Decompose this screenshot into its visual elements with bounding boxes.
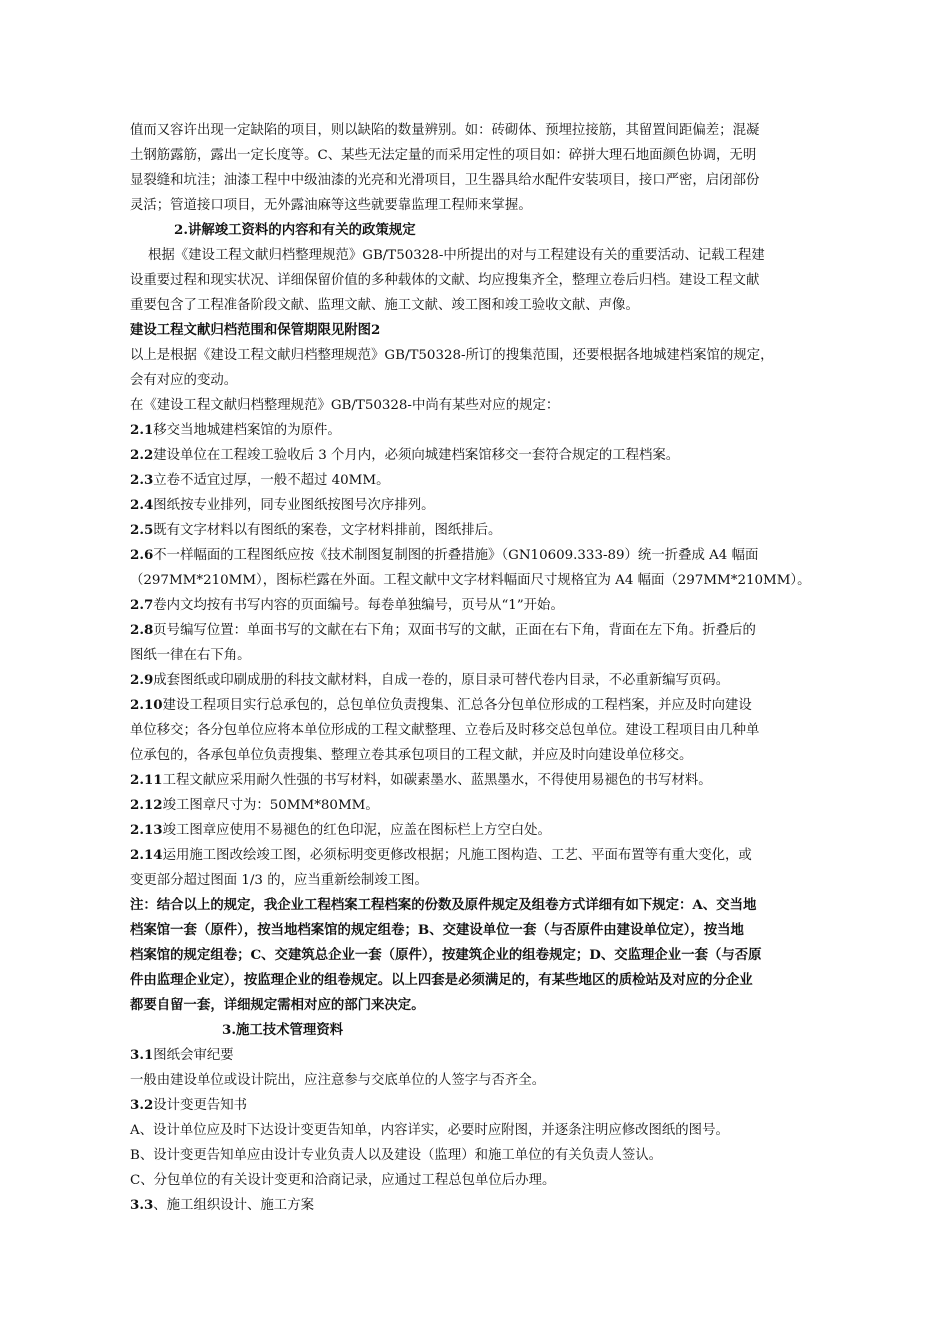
text-line: 显裂缝和坑洼；油漆工程中中级油漆的光亮和光滑项目，卫生器具给水配件安装项目，接口严密，启闭部份 <box>130 173 760 188</box>
rule-number: 2.10 <box>130 697 163 713</box>
rule-item <box>130 843 810 868</box>
text-line: 以上是根据《建设工程文献归档整理规范》GB/T50328-所订的搜集范围，还要根据各地城建档案馆的规定， <box>130 348 774 363</box>
section-heading-2: 2.讲解竣工资料的内容和有关的政策规定 <box>174 222 416 238</box>
text-line: 一般由建设单位或设计院出，应注意参与交底单位的人签字与否齐全。 <box>130 1073 546 1088</box>
rule-item <box>130 818 810 843</box>
rule-text: 竣工图章尺寸为：50MM*80MM。 <box>162 798 379 813</box>
rule-item <box>130 668 810 693</box>
rule-item-continuation <box>130 718 810 743</box>
rule-text: 既有文字材料以有图纸的案卷，文字材料排前，图纸排后。 <box>153 523 502 538</box>
text-line: 灵活；管道接口项目，无外露油麻等这些就要靠监理工程师来掌握。 <box>130 198 532 213</box>
rule-text: 建设工程项目实行总承包的，总包单位负责搜集、汇总各分包单位形成的工程档案，并应及时向建设 <box>162 698 752 713</box>
rule-item <box>130 493 810 518</box>
rule-text: 位承包的，各承包单位负责搜集、整理立卷其承包项目的工程文献，并应及时向建设单位移交。 <box>130 748 693 763</box>
paragraph-scope <box>130 343 810 418</box>
rule-number: 2.6 <box>130 547 154 563</box>
rule-item <box>130 618 810 643</box>
rule-item <box>130 543 810 568</box>
section-heading-3: 3.施工技术管理资料 <box>222 1022 344 1038</box>
rule-item-continuation <box>130 743 810 768</box>
subsection-number: 3.3 <box>130 1197 154 1213</box>
subsection-3-3 <box>130 1193 810 1218</box>
text-line: A、设计单位应及时下达设计变更告知单，内容详实，必要时应附图，并逐条注明应修改图纸的图号。 <box>130 1123 729 1138</box>
rule-item <box>130 468 810 493</box>
rule-item <box>130 768 810 793</box>
note-line: 件由监理企业定），按监理企业的组卷规定。以上四套是必须满足的，有某些地区的质检站及对应的分企业 <box>130 972 753 988</box>
rule-number: 2.4 <box>130 497 154 513</box>
rule-text: 页号编写位置：单面书写的文献在右下角；双面书写的文献，正面在右下角，背面在左下角。折叠后的 <box>153 623 756 638</box>
rule-number: 2.14 <box>130 847 163 863</box>
subsection-title: 设计变更告知书 <box>153 1098 248 1113</box>
rule-text: 运用施工图改绘竣工图，必须标明变更修改根据；凡施工图构造、工艺、平面布置等有重大变化，或 <box>162 848 752 863</box>
rule-text: （297MM*210MM），图标栏露在外面。工程文献中文字材料幅面尺寸规格宜为 A4 幅面（297MM*210MM）。 <box>130 573 811 588</box>
rule-item-continuation <box>130 643 810 668</box>
document-page <box>130 118 810 1218</box>
rule-item <box>130 593 810 618</box>
rule-number: 2.2 <box>130 447 154 463</box>
rule-number: 2.13 <box>130 822 163 838</box>
note-line: 档案馆的规定组卷；C、交建筑总企业一套（原件），按建筑企业的组卷规定；D、交监理企业一套（与否原 <box>130 947 762 963</box>
rule-text: 卷内文均按有书写内容的页面编号。每卷单独编号，页号从“1”开始。 <box>153 598 564 613</box>
rule-text: 建设单位在工程竣工验收后 3 个月内，必须向城建档案馆移交一套符合规定的工程档案。 <box>153 448 680 463</box>
rule-item <box>130 693 810 718</box>
rule-item-continuation <box>130 868 810 893</box>
subsection-title: 、施工组织设计、施工方案 <box>153 1198 314 1213</box>
text-line: 根据《建设工程文献归档整理规范》GB/T50328-中所提出的对与工程建设有关的重要活动、记载工程建 <box>148 248 765 263</box>
rule-number: 2.7 <box>130 597 154 613</box>
rule-number: 2.12 <box>130 797 163 813</box>
rules-list <box>130 418 810 893</box>
rule-text: 不一样幅面的工程图纸应按《技术制图复制图的折叠措施》（GN10609.333-89）统一折叠成 A4 幅面 <box>153 548 759 563</box>
rule-item <box>130 418 810 443</box>
text-line: B、设计变更告知单应由设计专业负责人以及建设（监理）和施工单位的有关负责人签认。 <box>130 1148 663 1163</box>
text-line: C、分包单位的有关设计变更和洽商记录，应通过工程总包单位后办理。 <box>130 1173 556 1188</box>
rule-text: 立卷不适宜过厚，一般不超过 40MM。 <box>153 473 390 488</box>
text-line: 会有对应的变动。 <box>130 373 238 388</box>
rule-item-continuation <box>130 568 810 593</box>
subsection-title: 图纸会审纪要 <box>153 1048 234 1063</box>
rule-text: 成套图纸或印刷成册的科技文献材料，自成一卷的，原目录可替代卷内目录，不必重新编写页码。 <box>153 673 730 688</box>
rule-text: 移交当地城建档案馆的为原件。 <box>153 423 341 438</box>
subsection-number: 3.1 <box>130 1047 154 1063</box>
subsection-3-2 <box>130 1093 810 1118</box>
rule-number: 2.3 <box>130 472 154 488</box>
rule-text: 竣工图章应使用不易褪色的红色印泥，应盖在图标栏上方空白处。 <box>162 823 551 838</box>
rule-text: 工程文献应采用耐久性强的书写材料，如碳素墨水、蓝黑墨水，不得使用易褪色的书写材料。 <box>162 773 712 788</box>
rule-number: 2.8 <box>130 622 154 638</box>
text-line: 值而又容许出现一定缺陷的项目，则以缺陷的数量辨别。如：砖砌体、预埋拉接筋，其留置间距偏差；混凝 <box>130 123 760 138</box>
figure-reference: 建设工程文献归档范围和保管期限见附图2 <box>130 322 381 338</box>
rule-text: 图纸按专业排列，同专业图纸按图号次序排列。 <box>153 498 435 513</box>
rule-text: 变更部分超过图面 1/3 的，应当重新绘制竣工图。 <box>130 873 428 888</box>
rule-number: 2.5 <box>130 522 154 538</box>
text-line: 土钢筋露筋，露出一定长度等。C、某些无法定量的而采用定性的项目如：碎拼大理石地面颜色协调，无明 <box>130 148 757 163</box>
rule-item <box>130 793 810 818</box>
rule-text: 单位移交；各分包单位应将本单位形成的工程文献整理、立卷后及时移交总包单位。建设工程项目由几种单 <box>130 723 760 738</box>
note-line: 都要自留一套，详细规定需相对应的部门来决定。 <box>130 997 425 1013</box>
paragraph-basis <box>130 243 810 318</box>
subsection-3-1 <box>130 1043 810 1068</box>
rule-number: 2.9 <box>130 672 154 688</box>
rule-number: 2.1 <box>130 422 154 438</box>
note-paragraph <box>130 893 810 1018</box>
rule-number: 2.11 <box>130 772 163 788</box>
rule-text: 图纸一律在右下角。 <box>130 648 251 663</box>
note-line: 档案馆一套（原件），按当地档案馆的规定组卷；B、交建设单位一套（与否原件由建设单位定），按当地 <box>130 922 744 938</box>
text-line: 在《建设工程文献归档整理规范》GB/T50328-中尚有某些对应的规定： <box>130 398 560 413</box>
paragraph-intro <box>130 118 810 218</box>
rule-item <box>130 443 810 468</box>
text-line: 重要包含了工程准备阶段文献、监理文献、施工文献、竣工图和竣工验收文献、声像。 <box>130 298 639 313</box>
text-line: 设重要过程和现实状况、详细保留价值的多种载体的文献、均应搜集齐全，整理立卷后归档。建设工程文献 <box>130 273 760 288</box>
rule-item <box>130 518 810 543</box>
subsection-number: 3.2 <box>130 1097 154 1113</box>
note-line: 注：结合以上的规定，我企业工程档案工程档案的份数及原件规定及组卷方式详细有如下规定：A、交当地 <box>130 897 757 913</box>
